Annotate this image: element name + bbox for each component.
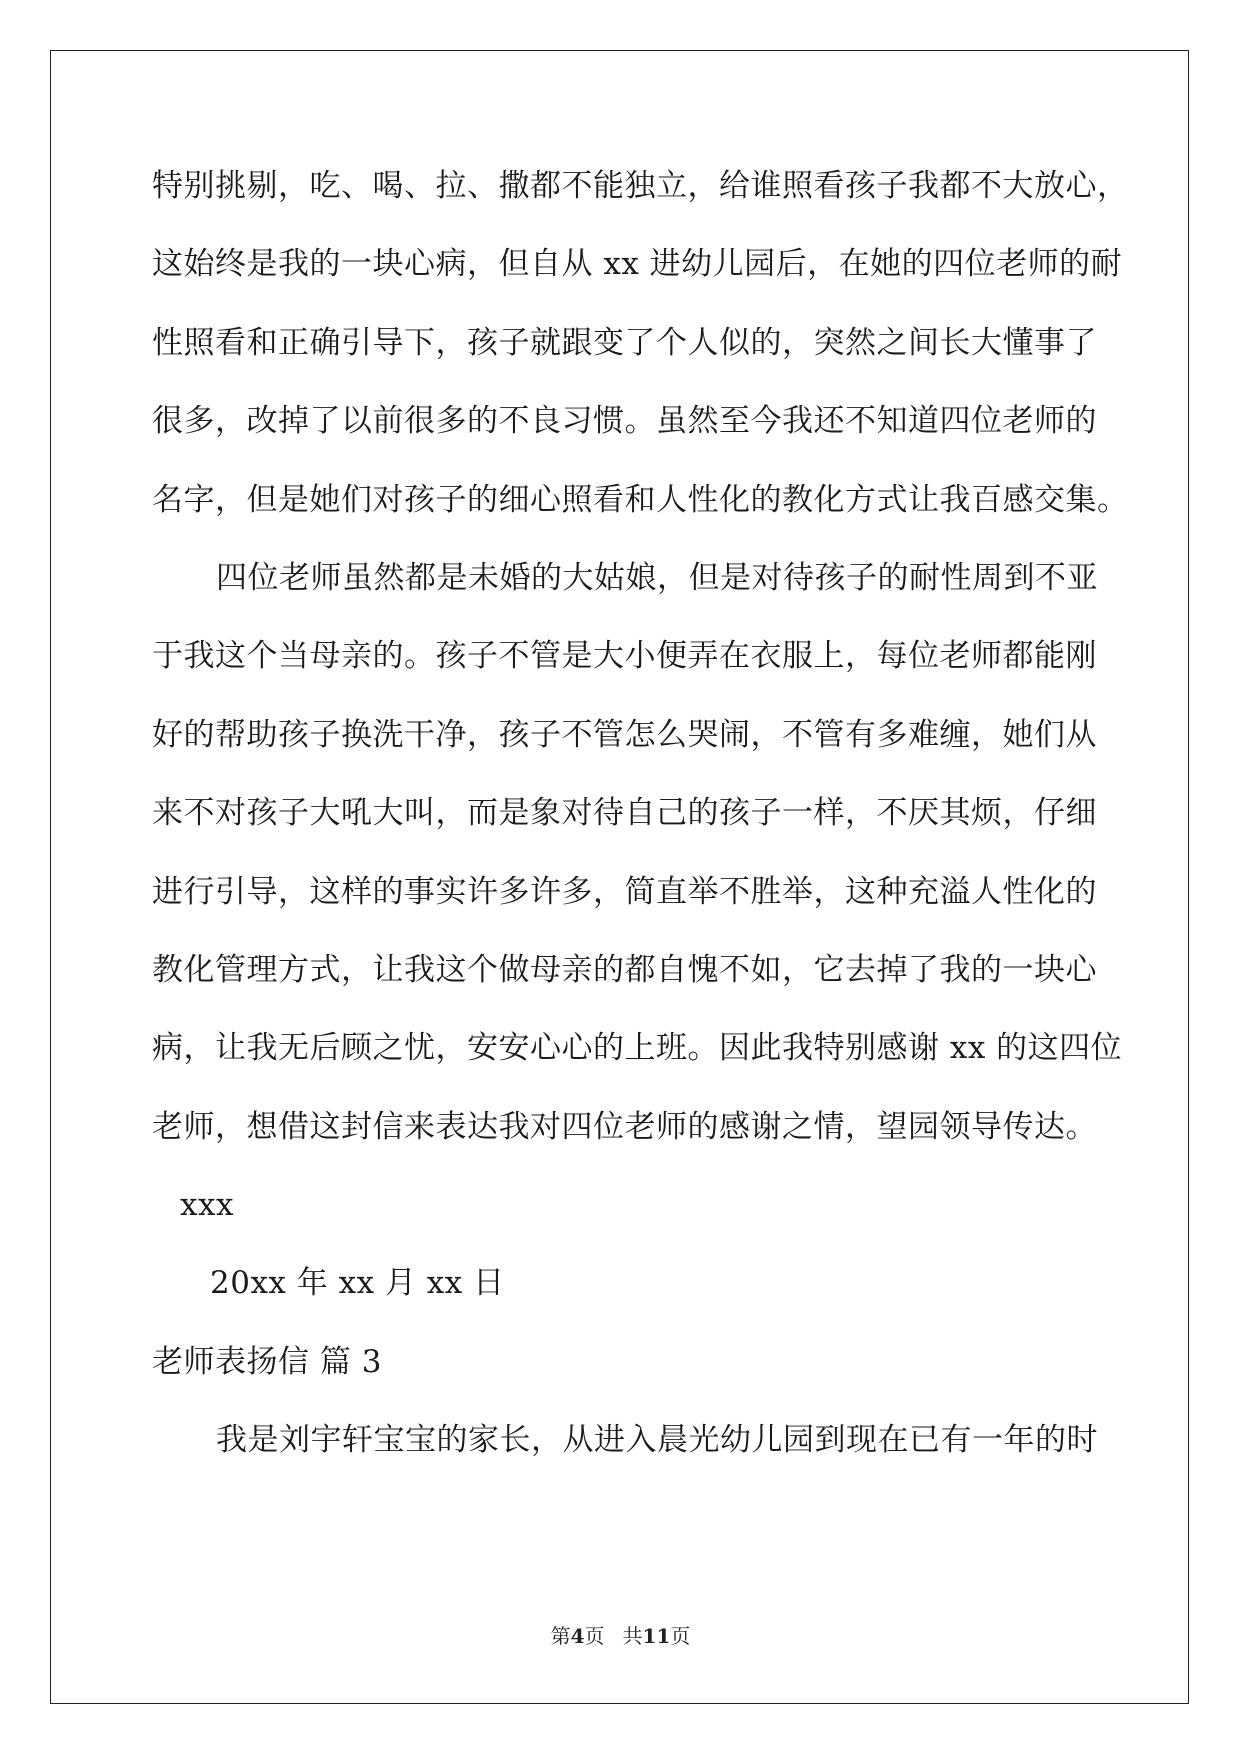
signature-date: 20xx 年 xx 月 xx 日 — [210, 1265, 505, 1302]
page-current: 4 — [570, 1624, 585, 1648]
paragraph-line: 这始终是我的一块心病，但自从 xx 进幼儿园后，在她的四位老师的耐 — [152, 246, 1123, 283]
page-prefix: 第 — [550, 1624, 571, 1648]
paragraph-line: 来不对孩子大吼大叫，而是象对待自己的孩子一样，不厌其烦，仔细 — [152, 795, 1097, 832]
paragraph-line: 很多，改掉了以前很多的不良习惯。虽然至今我还不知道四位老师的 — [152, 403, 1097, 440]
paragraph-line: 于我这个当母亲的。孩子不管是大小便弄在衣服上，每位老师都能刚 — [152, 638, 1097, 675]
total-suffix: 页 — [670, 1624, 691, 1648]
paragraph-line: 性照看和正确引导下，孩子就跟变了个人似的，突然之间长大懂事了 — [152, 324, 1097, 361]
paragraph-line: 名字，但是她们对孩子的细心照看和人性化的教化方式让我百感交集。 — [152, 481, 1129, 518]
paragraph-line: 老师，想借这封信来表达我对四位老师的感谢之情，望园领导传达。 — [152, 1108, 1097, 1145]
total-prefix: 共 — [622, 1624, 643, 1648]
paragraph-line: 病，让我无后顾之忧，安安心心的上班。因此我特别感谢 xx 的这四位 — [152, 1030, 1123, 1067]
document-body — [152, 162, 1129, 1495]
page-footer — [0, 1622, 1241, 1650]
paragraph-line: 进行引导，这样的事实许多许多，简直举不胜举，这种充溢人性化的 — [152, 873, 1097, 910]
signature-name: xxx — [180, 1187, 234, 1224]
paragraph-line: 我是刘宇轩宝宝的家长，从进入晨光幼儿园到现在已有一年的时 — [216, 1422, 1098, 1459]
section-heading: 老师表扬信 篇 3 — [152, 1343, 382, 1380]
paragraph-line: 四位老师虽然都是未婚的大姑娘，但是对待孩子的耐性周到不亚 — [216, 559, 1098, 596]
total-pages: 11 — [642, 1624, 671, 1648]
page-suffix: 页 — [584, 1624, 605, 1648]
paragraph-line: 好的帮助孩子换洗干净，孩子不管怎么哭闹，不管有多难缠，她们从 — [152, 716, 1097, 753]
paragraph-line: 教化管理方式，让我这个做母亲的都自愧不如，它去掉了我的一块心 — [152, 951, 1097, 988]
paragraph-line: 特别挑剔，吃、喝、拉、撒都不能独立，给谁照看孩子我都不大放心， — [152, 168, 1129, 204]
